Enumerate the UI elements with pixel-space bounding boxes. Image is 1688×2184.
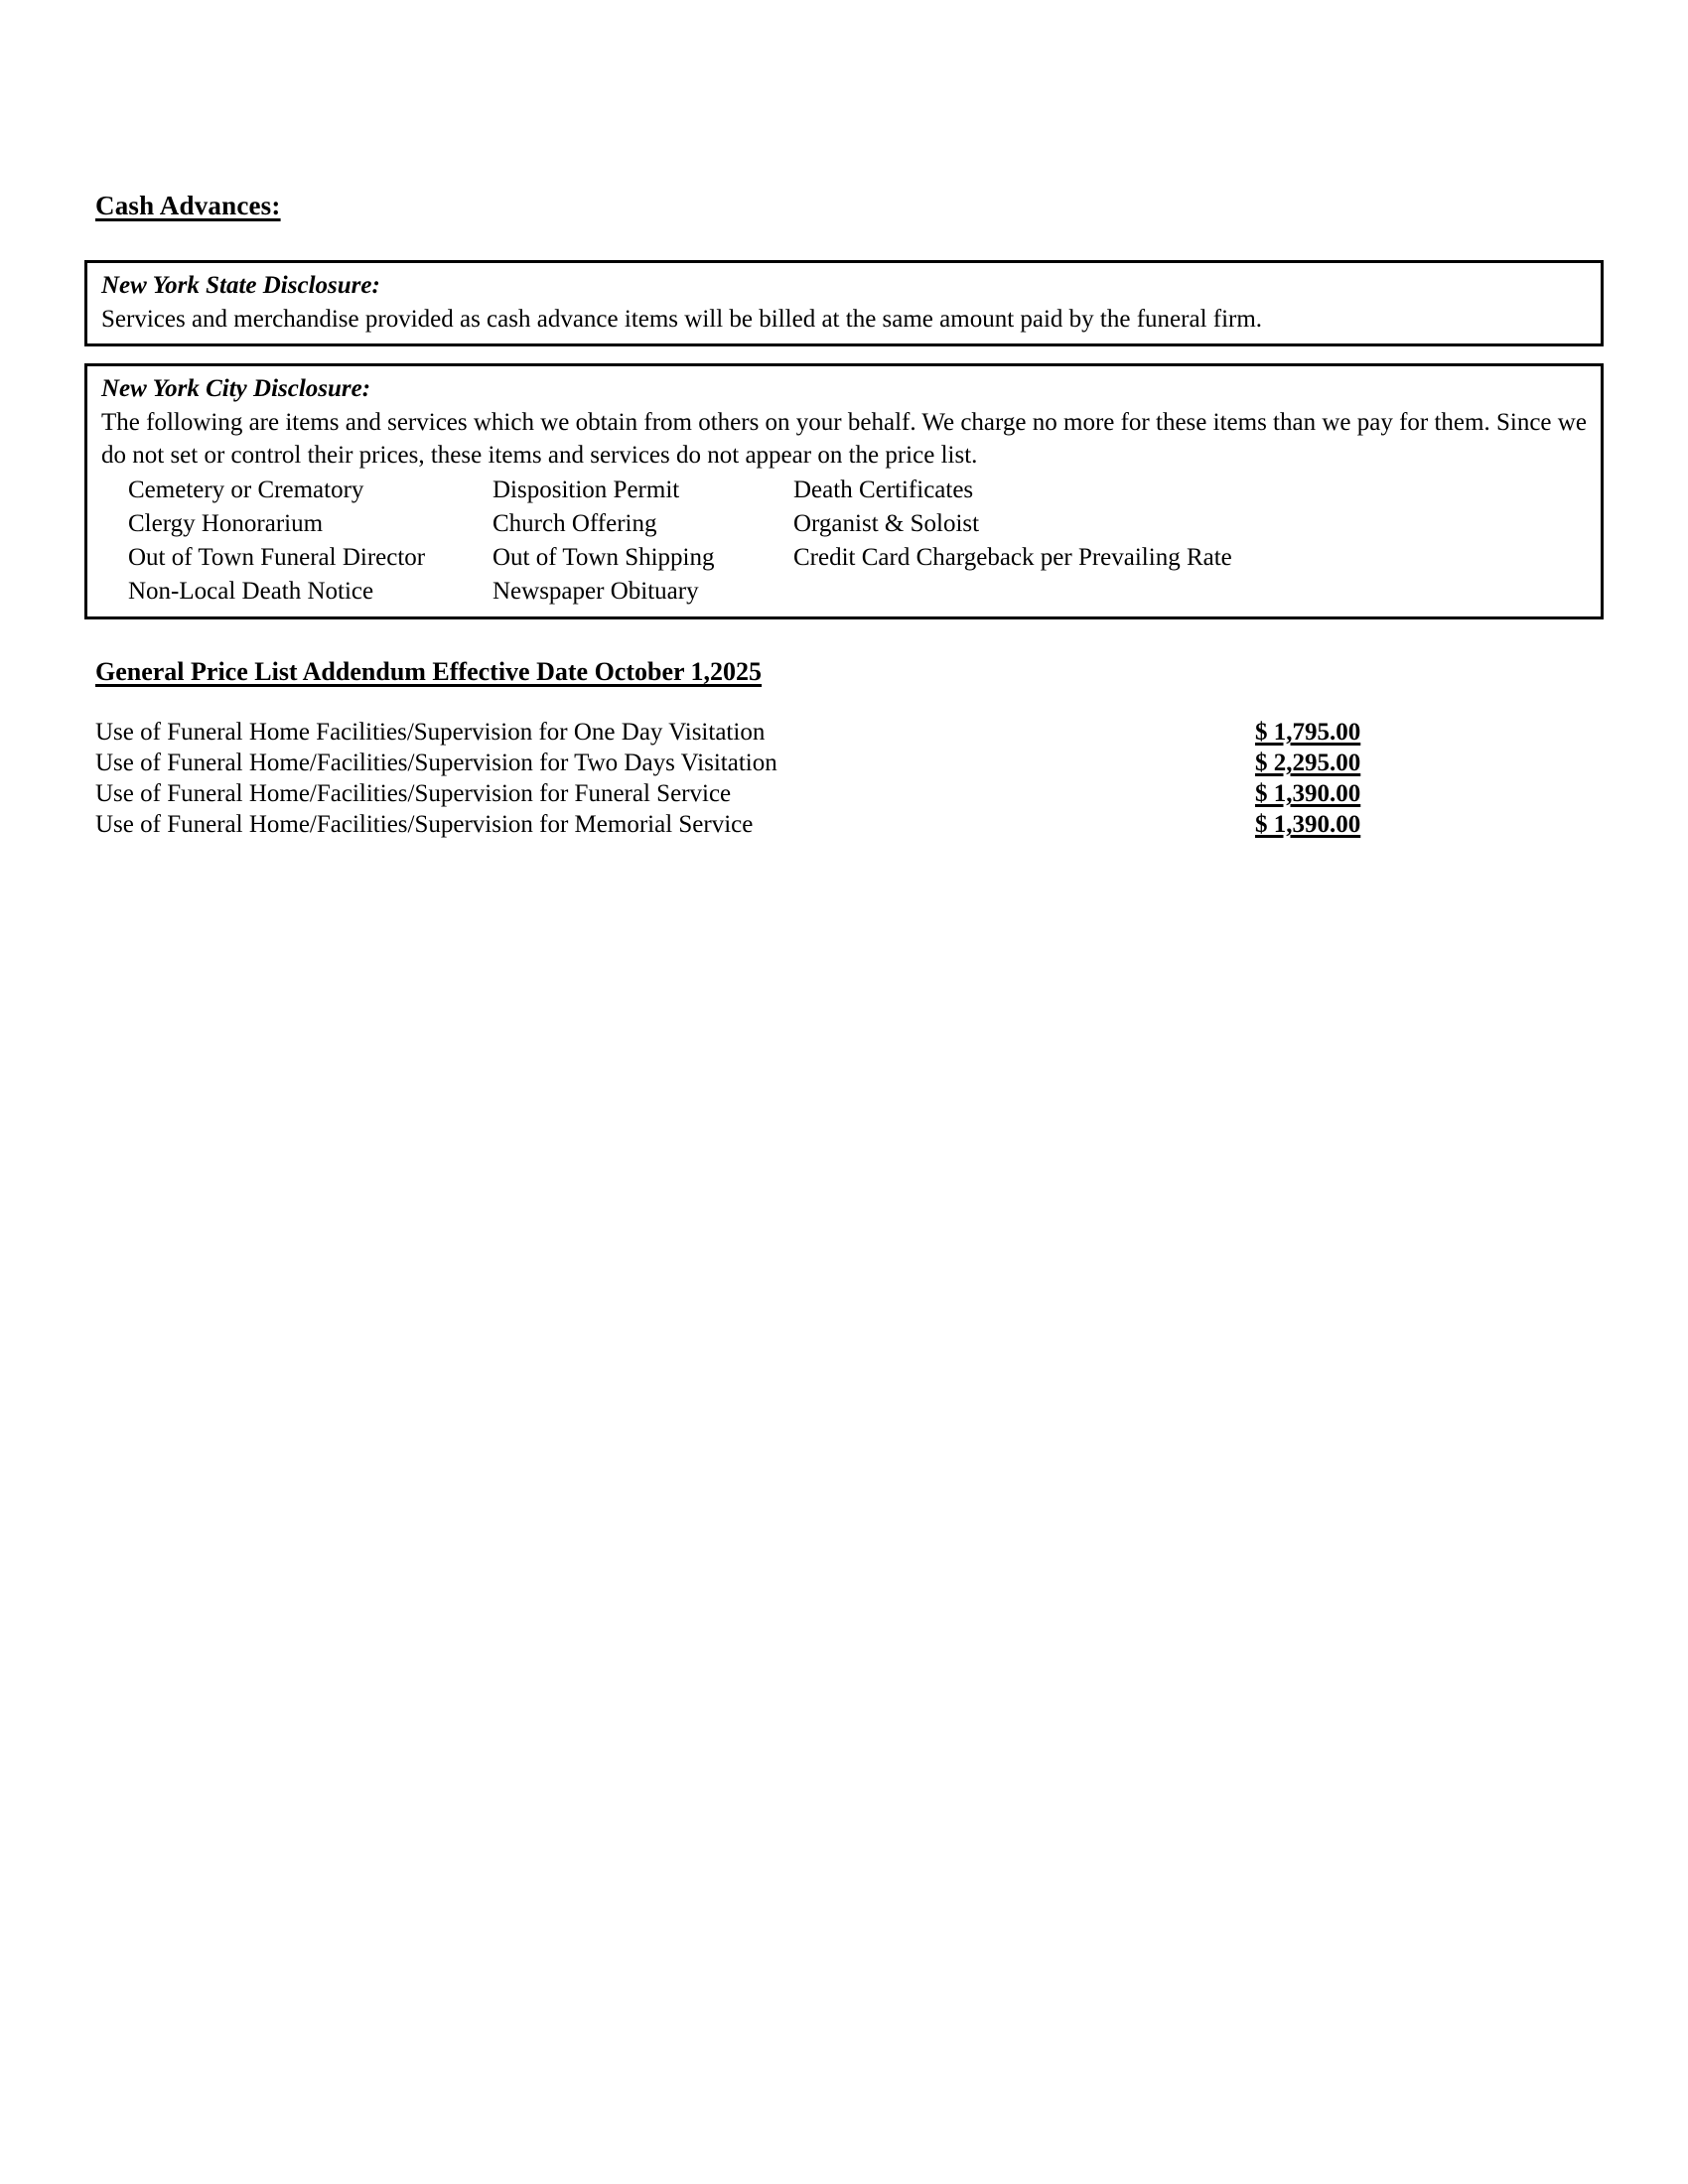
new-york-state-disclosure-title: New York State Disclosure:	[101, 272, 380, 299]
addendum-price-list	[95, 717, 1416, 840]
list-item: Out of Town Shipping	[492, 544, 715, 571]
list-item: Newspaper Obituary	[492, 578, 699, 605]
new-york-state-disclosure-box	[84, 260, 1604, 346]
table-row	[95, 809, 1416, 840]
list-item: Death Certificates	[793, 477, 974, 503]
new-york-city-disclosure-body	[101, 406, 1589, 472]
price-item-label: Use of Funeral Home/Facilities/Supervision for Funeral Service	[95, 780, 732, 807]
price-item-label: Use of Funeral Home Facilities/Supervision for One Day Visitation	[95, 719, 766, 746]
page-title: Cash Advances:	[95, 191, 281, 220]
list-item: Credit Card Chargeback per Prevailing Rate	[793, 544, 1232, 571]
list-item: Cemetery or Crematory	[128, 477, 364, 503]
price-item-value: $ 1,795.00	[1255, 719, 1361, 746]
new-york-city-disclosure-text: The following are items and services which we obtain from others on your behalf. We charge no more for these items than we pay for them. Since we do not set or control their prices, these items and services do not appear on the price list.	[101, 409, 1587, 469]
new-york-state-disclosure-text: Services and merchandise provided as cash advance items will be billed at the same amount paid by the funeral firm.	[101, 306, 1263, 333]
list-item: Out of Town Funeral Director	[128, 544, 426, 571]
list-item: Disposition Permit	[492, 477, 680, 503]
list-item: Clergy Honorarium	[128, 510, 324, 537]
cash-advance-column-3	[793, 474, 1232, 575]
table-row	[95, 748, 1416, 778]
new-york-city-disclosure-box	[84, 363, 1604, 619]
table-row	[95, 778, 1416, 809]
cash-advance-column-1	[128, 474, 425, 609]
price-item-value: $ 1,390.00	[1255, 811, 1361, 838]
list-item: Church Offering	[492, 510, 657, 537]
price-item-label: Use of Funeral Home/Facilities/Supervision for Memorial Service	[95, 811, 754, 838]
table-row	[95, 717, 1416, 748]
addendum-heading: General Price List Addendum Effective Date October 1,2025	[95, 657, 763, 686]
new-york-city-disclosure-title: New York City Disclosure:	[101, 375, 371, 402]
list-item: Non-Local Death Notice	[128, 578, 374, 605]
price-item-value: $ 2,295.00	[1255, 750, 1361, 776]
cash-advance-column-2	[492, 474, 715, 609]
list-item: Organist & Soloist	[793, 510, 980, 537]
new-york-state-disclosure-body	[101, 303, 1589, 336]
price-item-label: Use of Funeral Home/Facilities/Supervision for Two Days Visitation	[95, 750, 777, 776]
cash-advance-item-list	[101, 474, 1589, 609]
price-item-value: $ 1,390.00	[1255, 780, 1361, 807]
